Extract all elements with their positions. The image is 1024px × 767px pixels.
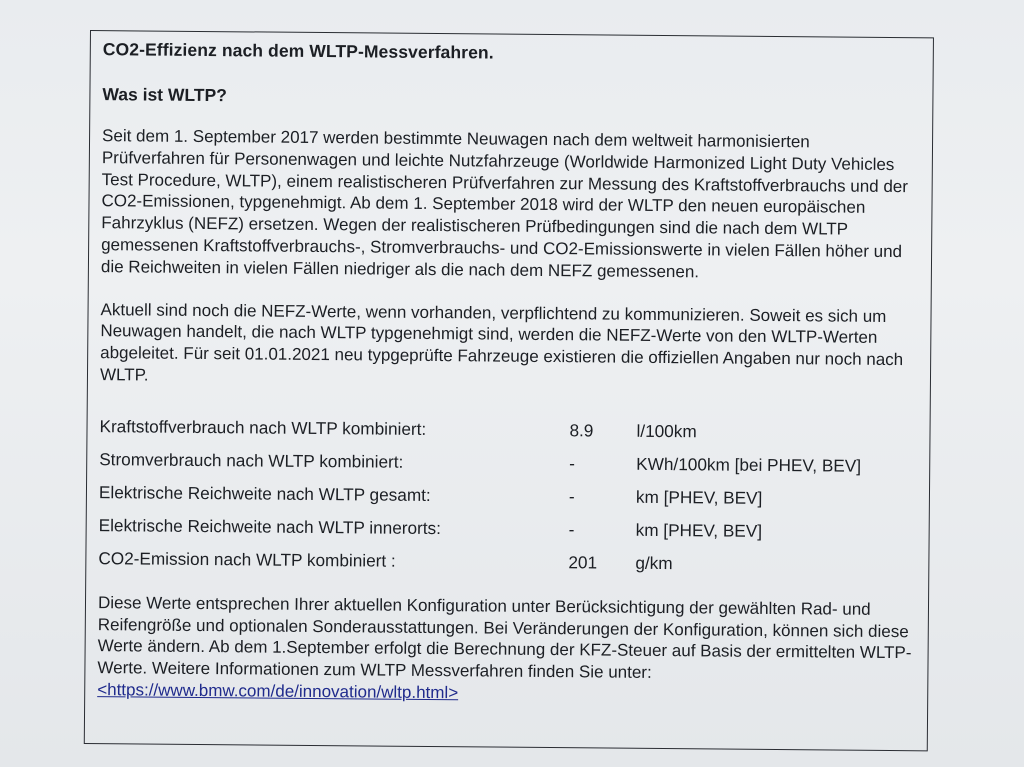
value-unit: km [PHEV, BEV] <box>635 519 763 541</box>
document-title: CO2-Effizienz nach dem WLTP-Messverfahren. <box>102 39 494 63</box>
values-table <box>98 416 914 588</box>
closing-paragraph <box>97 592 913 708</box>
value-number: 8.9 <box>569 419 594 441</box>
table-row <box>98 548 913 588</box>
value-label: Stromverbrauch nach WLTP kombiniert: <box>99 448 404 472</box>
document-frame <box>84 30 934 751</box>
value-number: 201 <box>568 551 598 573</box>
value-unit: km [PHEV, BEV] <box>635 486 763 508</box>
nefz-paragraph: Aktuell sind noch die NEFZ-Werte, wenn vorhanden, verpflichtend zu kommunizieren. Soweit es sich um Neuwagen handelt, die nach WLTP typgenehmigt sind, werden die NEFZ-Werte von den WLTP-Werten abgeleitet. Für seit 01.01.2021 neu typgeprüfte Fahrzeuge existieren die offiziellen Angaben nur noch nach WLTP. <box>99 299 904 385</box>
closing-text: Diese Werte entsprechen Ihrer aktuellen Konfiguration unter Berücksichtigung der gewählten Rad- und Reifengröße und optionalen Sonderausstattungen. Bei Veränderungen der Konfiguration, können sich diese Werte ändern. Ab dem 1.September erfolgt die Berechnung der KFZ-Steuer auf Basis der ermittelten WLTP-Werte. Weitere Informationen zum WLTP Messverfahren finden Sie unter: <box>97 592 912 683</box>
value-unit: KWh/100km [bei PHEV, BEV] <box>636 453 862 476</box>
document-body <box>97 39 918 708</box>
section-heading: Was ist WLTP? <box>102 84 227 106</box>
value-number: - <box>569 452 576 474</box>
wltp-info-link[interactable]: <https://www.bmw.com/de/innovation/wltp.html> <box>97 680 459 703</box>
intro-paragraph: Seit dem 1. September 2017 werden bestimmte Neuwagen nach dem weltweit harmonisierten Prüfverfahren für Personenwagen und leichte Nutzfahrzeuge (Worldwide Harmonized Light Duty Vehicles Test Procedure, WLTP), einem realistischeren Prüfverfahren zur Messung des Kraftstoffverbrauchs und der CO2-Emissionen, typgenehmigt. Ab dem 1. September 2018 wird der WLTP den neuen europäischen Fahrzyklus (NEFZ) ersetzen. Wegen der realistischeren Prüfbedingungen sind die nach dem WLTP gemessenen Kraftstoffverbrauchs-, Stromverbrauchs- und CO2-Emissionswerte in vielen Fällen höher und die Reichweiten in vielen Fällen niedriger als die nach dem NEFZ gemessenen. <box>100 126 909 282</box>
value-label: Elektrische Reichweite nach WLTP innerorts: <box>98 514 442 538</box>
value-number: - <box>568 518 575 540</box>
value-label: CO2-Emission nach WLTP kombiniert : <box>98 547 396 571</box>
value-unit: g/km <box>635 552 673 573</box>
value-number: - <box>568 485 575 507</box>
value-label: Kraftstoffverbrauch nach WLTP kombiniert: <box>99 415 427 439</box>
value-label: Elektrische Reichweite nach WLTP gesamt: <box>98 481 431 505</box>
value-unit: l/100km <box>636 420 697 442</box>
